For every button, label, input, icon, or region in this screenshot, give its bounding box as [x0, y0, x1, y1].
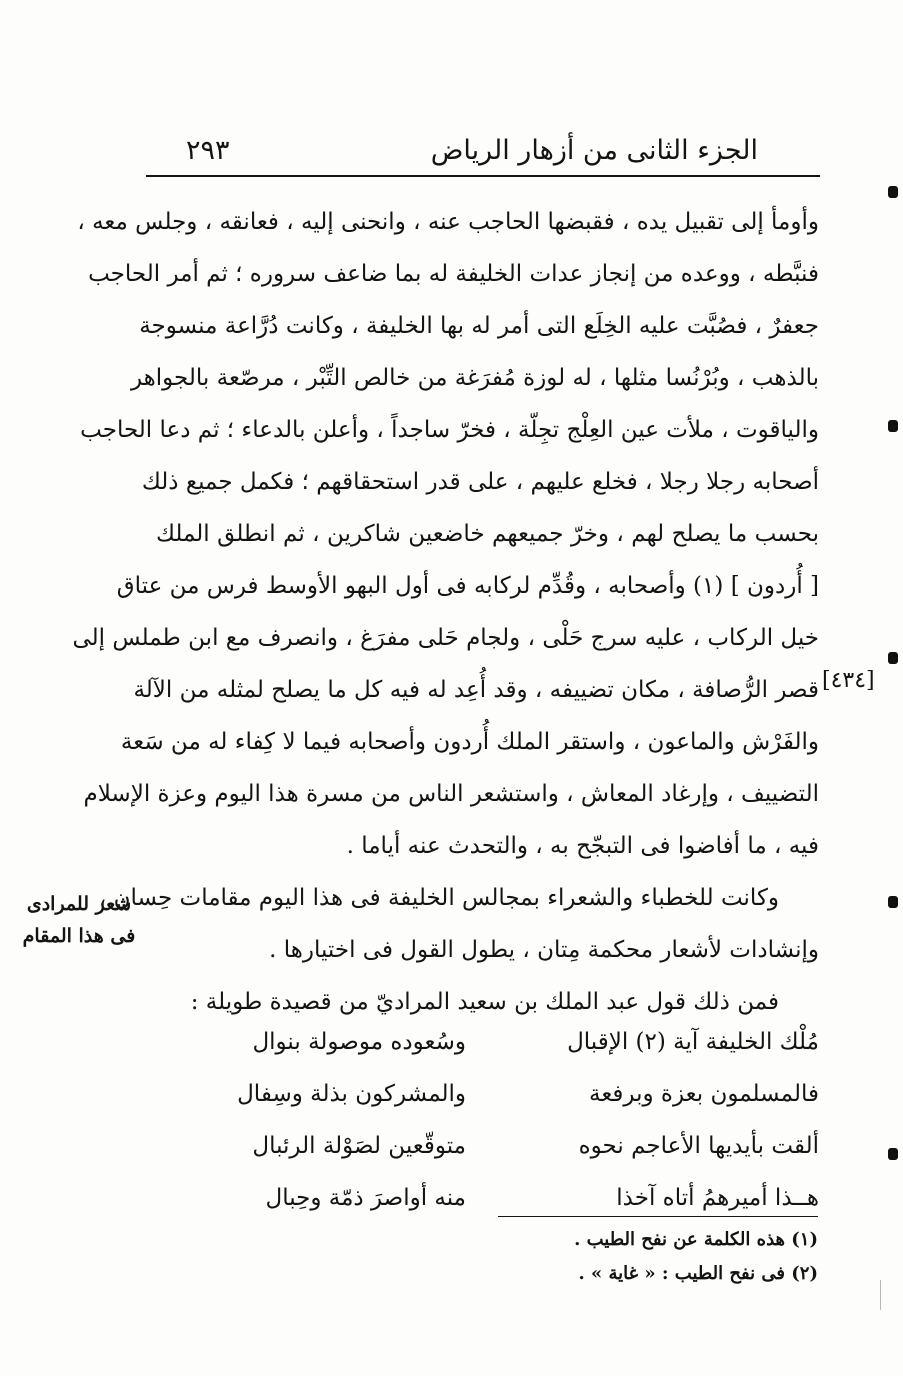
poem-verse — [156, 1122, 819, 1174]
binding-hole-mark — [888, 186, 898, 198]
text-line: جعفرٌ ، فصُبَّت عليه الخِلَع التى أمر له بها الخليفة ، وكانت دُرَّاعة منسوجة — [139, 313, 819, 339]
text-line: وكانت للخطباء والشعراء بمجالس الخليفة فى هذا اليوم مقامات حِسان ، — [98, 885, 779, 911]
running-header — [148, 135, 818, 175]
footnote: (٢) فى نفح الطيب : « غاية » . — [578, 1263, 818, 1284]
footnotes — [420, 1224, 818, 1292]
poem-second-hemistich: وسُعوده موصولة بنوال — [252, 1029, 466, 1055]
text-line: التضييف ، وإرغاد المعاش ، واستشعر الناس من مسرة هذا اليوم وعزة الإسلام — [83, 781, 819, 807]
text-line: فنبَّطه ، ووعده من إنجاز عدات الخليفة له بما ضاعف سروره ؛ ثم أمر الحاجب — [88, 261, 819, 287]
poem-second-hemistich: متوقّعين لصَوْلة الرئبال — [252, 1133, 466, 1159]
poem-first-hemistich: فالمسلمون بعزة وبرفعة — [589, 1081, 819, 1107]
binding-hole-mark — [888, 652, 898, 664]
binding-hole-mark — [888, 420, 898, 432]
poem-introduction: فمن ذلك قول عبد الملك بن سعيد المراديّ من قصيدة طويلة : — [190, 989, 779, 1015]
poem-verse — [156, 1174, 819, 1226]
margin-note-line: شعر للمرادى — [26, 893, 132, 915]
header-rule — [146, 175, 820, 177]
binding-hole-mark — [888, 1148, 898, 1160]
page-number: ٢٩٣ — [186, 135, 230, 166]
poem-verse — [156, 1070, 819, 1122]
text-line: والفَرْش والماعون ، واستقر الملك أُردون وأصحابه فيما لا كِفاء له من سَعة — [120, 729, 819, 755]
poem-first-hemistich: مُلْك الخليفة آية (٢) الإقبال — [567, 1029, 819, 1055]
poem-second-hemistich: منه أواصرَ ذمّة وحِبال — [265, 1185, 466, 1211]
text-line: بالذهب ، وبُرْنُسا مثلها ، له لوزة مُفرَغة من خالص التِّبْر ، مرصّعة بالجواهر — [130, 365, 819, 391]
text-line: وأومأ إلى تقبيل يده ، فقبضها الحاجب عنه ، وانحنى إليه ، فعانقه ، وجلس معه ، — [77, 209, 819, 235]
poem — [156, 1018, 819, 1226]
text-line: بحسب ما يصلح لهم ، وخرّ جميعهم خاضعين شاكرين ، ثم انطلق الملك — [156, 521, 819, 547]
binding-hole-mark — [888, 896, 898, 908]
poem-first-hemistich: ألقت بأيديها الأعاجم نحوه — [578, 1133, 819, 1159]
text-line: أصحابه رجلا رجلا ، فخلع عليهم ، على قدر استحقاقهم ؛ فكمل جميع ذلك — [141, 469, 819, 495]
poem-first-hemistich: هــذا أميرهمُ أتاه آخذا — [616, 1185, 819, 1211]
footnote-rule — [498, 1216, 818, 1217]
poem-second-hemistich: والمشركون بذلة وسِفال — [237, 1081, 466, 1107]
margin-note-line: فى هذا المقام — [22, 925, 136, 947]
text-line: قصر الرُّصافة ، مكان تضييفه ، وقد أُعِد له فيه كل ما يصلح لمثله من الآلة — [133, 677, 819, 703]
running-title: الجزء الثانى من أزهار الرياض — [430, 135, 758, 166]
text-line: وإنشادات لأشعار محكمة مِتان ، يطول القول فى اختيارها . — [269, 937, 819, 963]
text-line: فيه ، ما أفاضوا فى التبجّح به ، والتحدث عنه أياما . — [346, 833, 819, 859]
text-line: خيل الركاب ، عليه سرج حَلْى ، ولجام حَلى مفرَغ ، وانصرف مع ابن طملس إلى — [72, 625, 819, 651]
poem-verse — [156, 1018, 819, 1070]
text-line: والياقوت ، ملأت عين العِلْج تجِلّة ، فخرّ ساجداً ، وأعلن بالدعاء ؛ ثم دعا الحاجب — [80, 417, 819, 443]
margin-page-reference: [٤٣٤] — [822, 668, 875, 693]
scan-artifact — [880, 1280, 881, 1310]
footnote: (١) هذه الكلمة عن نفح الطيب . — [574, 1229, 818, 1250]
margin-note — [20, 888, 138, 952]
text-line: [ أُردون ] (١) وأصحابه ، وقُدِّم لركابه فى أول البهو الأوسط فرس من عتاق — [116, 573, 819, 599]
